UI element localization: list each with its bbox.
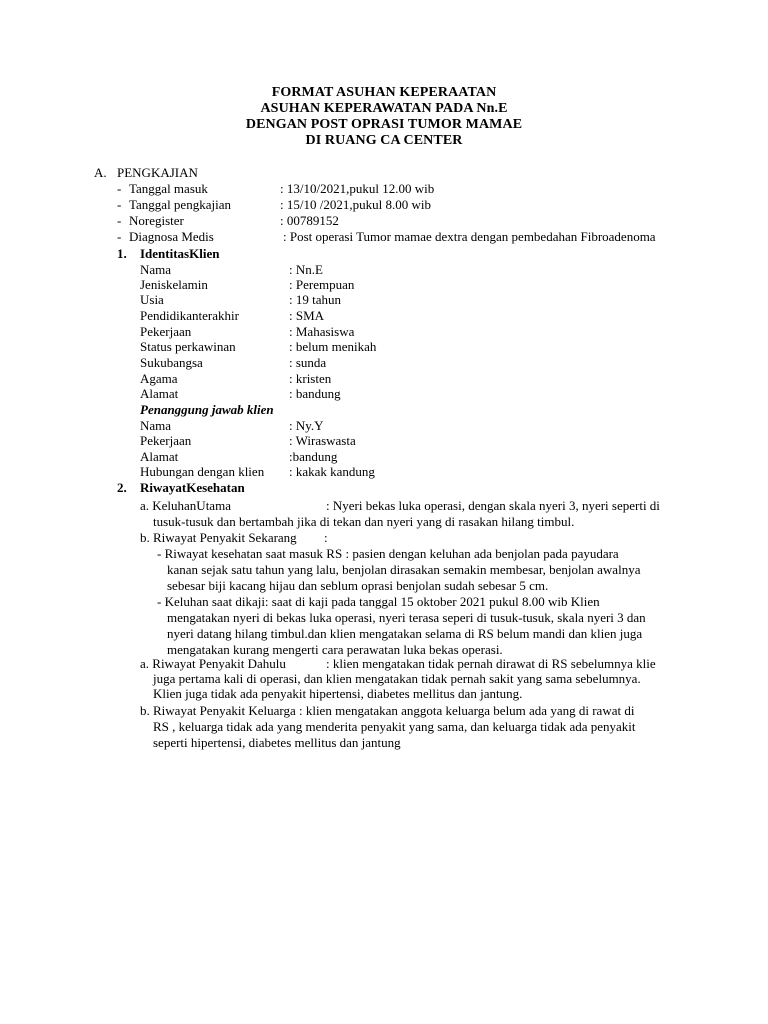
item-label-tanggal-pengkajian: Tanggal pengkajian [129, 197, 231, 212]
list-dash: - [117, 181, 122, 196]
keluhan-dikaji-text: mengatakan kurang mengerti cara perawatan luka bekas operasi. [167, 642, 503, 657]
item-label-tanggal-masuk: Tanggal masuk [129, 181, 208, 196]
field-label: Pekerjaan [140, 324, 192, 339]
riwayat-dahulu-text: juga pertama kali di operasi, dan klien mengatakan tidak pernah sakit yang sama sebelumnya. [153, 671, 641, 686]
field-value: : kristen [289, 371, 332, 386]
keluhan-utama-label: a. KeluhanUtama [140, 498, 231, 513]
section-a-heading: PENGKAJIAN [117, 165, 198, 180]
field-value: : Perempuan [289, 277, 355, 292]
riwayat-masuk-text: kanan sejak satu tahun yang lalu, benjolan dirasakan semakin membesar, benjolan awalnya [167, 562, 641, 577]
item-label-diagnosa-medis: Diagnosa Medis [129, 229, 214, 244]
field-label: Pendidikanterakhir [140, 308, 239, 323]
field-label: Usia [140, 292, 164, 307]
field-label: Alamat [140, 449, 179, 464]
item-value-tanggal-masuk: : 13/10/2021,pukul 12.00 wib [280, 181, 435, 196]
item-value-diagnosa-medis: : Post operasi Tumor mamae dextra dengan pembedahan Fibroadenoma [283, 229, 656, 244]
subsection-2-heading: RiwayatKesehatan [140, 480, 245, 495]
title-line-1: FORMAT ASUHAN KEPERAATAN [271, 85, 497, 100]
field-value: : belum menikah [289, 339, 377, 354]
riwayat-keluarga-text: b. Riwayat Penyakit Keluarga : klien mengatakan anggota keluarga belum ada yang di rawat di [140, 703, 635, 718]
list-dash: - [117, 229, 122, 244]
field-label: Jeniskelamin [140, 277, 208, 292]
riwayat-sekarang-colon: : [324, 530, 328, 545]
field-label: Status perkawinan [140, 339, 236, 354]
field-value: : bandung [289, 386, 341, 401]
riwayat-dahulu-label: a. Riwayat Penyakit Dahulu [140, 656, 286, 671]
list-dash: - [117, 213, 122, 228]
title-line-4: DI RUANG CA CENTER [305, 133, 463, 148]
subsection-1-number: 1. [117, 246, 127, 261]
document-title [0, 85, 768, 149]
field-value: : Ny.Y [289, 418, 324, 433]
field-value: : 19 tahun [289, 292, 341, 307]
riwayat-dahulu-text: : klien mengatakan tidak pernah dirawat di RS sebelumnya klie [326, 656, 656, 671]
keluhan-dikaji-text: - Keluhan saat dikaji: saat di kaji pada tanggal 15 oktober 2021 pukul 8.00 wib Klien [157, 594, 600, 609]
riwayat-sekarang-label: b. Riwayat Penyakit Sekarang [140, 530, 297, 545]
field-label: Pekerjaan [140, 433, 192, 448]
field-value: : sunda [289, 355, 327, 370]
list-dash: - [117, 197, 122, 212]
field-label: Nama [140, 262, 172, 277]
section-a-letter: A. [94, 165, 107, 180]
keluhan-dikaji-text: nyeri datang hilang timbul.dan klien mengatakan selama di RS belum mandi dan klien juga [167, 626, 643, 641]
subsection-1-heading: IdentitasKlien [140, 246, 220, 261]
field-value: :bandung [289, 449, 338, 464]
field-label: Agama [140, 371, 178, 386]
riwayat-keluarga-text: seperti hipertensi, diabetes mellitus dan jantung [153, 735, 401, 750]
keluhan-dikaji-text: mengatakan nyeri di bekas luka operasi, nyeri terasa seperi di tusuk-tusuk, skala nyeri 3 dan [167, 610, 646, 625]
riwayat-keluarga-text: RS , keluarga tidak ada yang menderita penyakit yang sama, dan keluarga tidak ada penyakit [153, 719, 636, 734]
riwayat-masuk-text: - Riwayat kesehatan saat masuk RS : pasien dengan keluhan ada benjolan pada payudara [157, 546, 619, 561]
field-value: : Mahasiswa [289, 324, 355, 339]
riwayat-masuk-text: sebesar biji kacang hijau dan seblum oprasi benjolan sudah sebesar 5 cm. [167, 578, 549, 593]
item-value-tanggal-pengkajian: : 15/10 /2021,pukul 8.00 wib [280, 197, 431, 212]
field-label: Hubungan dengan klien [140, 464, 265, 479]
field-label: Alamat [140, 386, 179, 401]
item-value-noregister: : 00789152 [280, 213, 339, 228]
subsection-2-number: 2. [117, 480, 127, 495]
riwayat-dahulu-text: Klien juga tidak ada penyakit hipertensi, diabetes mellitus dan jantung. [153, 686, 523, 701]
field-value: : kakak kandung [289, 464, 375, 479]
field-label: Nama [140, 418, 172, 433]
field-label: Sukubangsa [140, 355, 203, 370]
field-value: : SMA [289, 308, 325, 323]
item-label-noregister: Noregister [129, 213, 184, 228]
title-line-3: DENGAN POST OPRASI TUMOR MAMAE [245, 117, 523, 132]
field-value: : Nn.E [289, 262, 323, 277]
keluhan-utama-text: tusuk-tusuk dan bertambah jika di tekan dan nyeri yang di rasakan hilang timbul. [153, 514, 575, 529]
penanggung-heading: Penanggung jawab klien [140, 402, 274, 417]
title-line-2: ASUHAN KEPERAWATAN PADA Nn.E [260, 101, 508, 116]
field-value: : Wiraswasta [289, 433, 356, 448]
keluhan-utama-text: : Nyeri bekas luka operasi, dengan skala nyeri 3, nyeri seperti di [326, 498, 660, 513]
